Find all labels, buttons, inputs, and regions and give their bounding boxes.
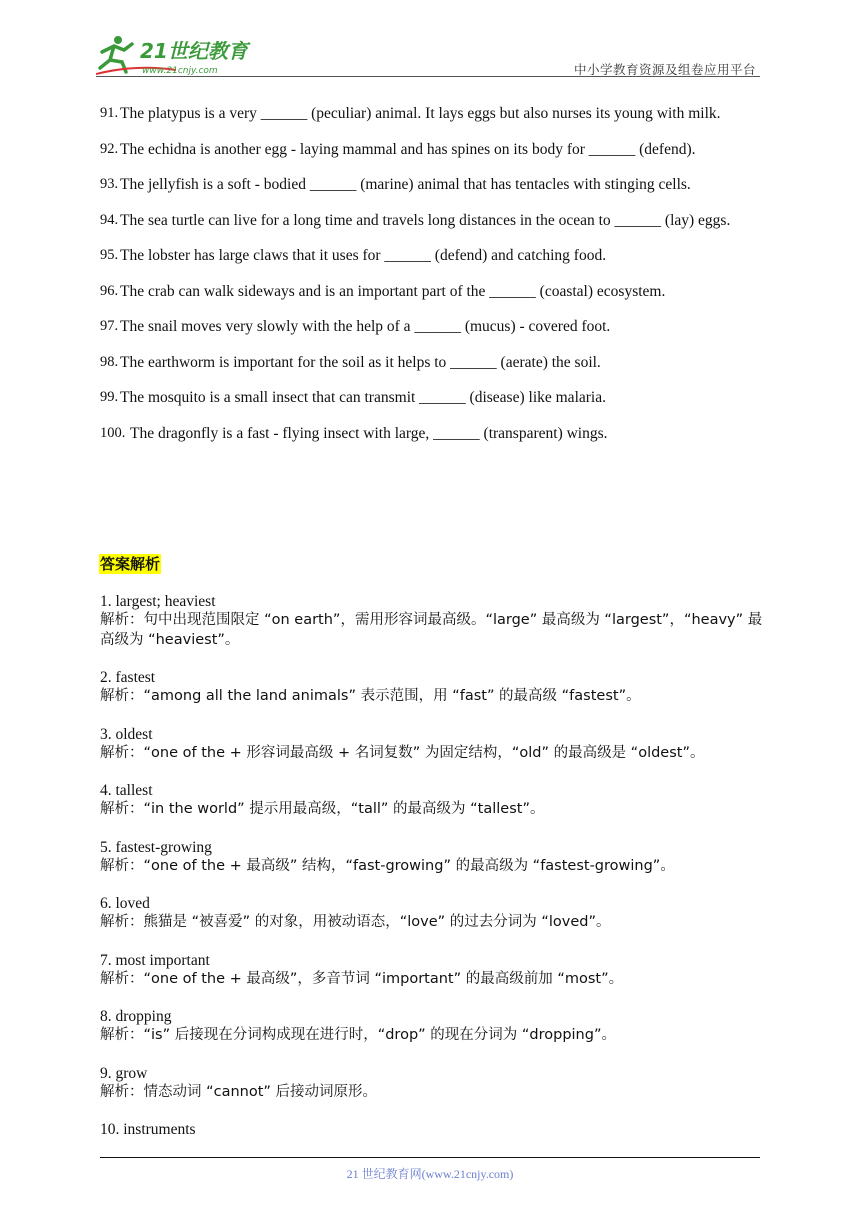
question-list bbox=[100, 100, 770, 455]
answer-item bbox=[100, 592, 768, 650]
question-text: The dragonfly is a fast - flying insect with large, ______ (transparent) wings. bbox=[130, 424, 608, 442]
answer-item bbox=[100, 725, 768, 764]
platform-name: 中小学教育资源及组卷应用平台 bbox=[573, 63, 756, 77]
question-item bbox=[100, 100, 770, 127]
answer-item bbox=[100, 1120, 768, 1139]
logo-21cnjy bbox=[96, 32, 266, 78]
answer-item bbox=[100, 838, 768, 877]
answer-text: 3. oldest bbox=[100, 725, 153, 743]
question-number: 93. bbox=[100, 176, 119, 192]
question-text: The jellyfish is a soft - bodied ______ (marine) animal that has tentacles with stinging cells. bbox=[120, 176, 691, 193]
answer-item bbox=[100, 1007, 768, 1046]
question-item bbox=[100, 207, 770, 234]
answer-explanation: 解析：“one of the + 最高级”，多音节词 “important” 的最高级前加 “most”。 bbox=[100, 970, 624, 987]
answer-explanation: 解析：“one of the + 最高级” 结构，“fast-growing” 的最高级为 “fastest-growing”。 bbox=[100, 857, 675, 874]
answer-explanation: 解析：熊猫是 “被喜爱” 的对象，用被动语态，“love” 的过去分词为 “loved”。 bbox=[100, 914, 611, 930]
question-number: 99. bbox=[100, 389, 119, 405]
footer-text: 21 世纪教育网(www.21cnjy.com) bbox=[346, 1167, 514, 1181]
question-item bbox=[100, 420, 770, 447]
answer-text: 6. loved bbox=[100, 895, 150, 912]
question-text: The echidna is another egg - laying mammal and has spines on its body for ______ (defend). bbox=[120, 140, 696, 158]
answer-text: 8. dropping bbox=[100, 1008, 172, 1025]
question-item bbox=[100, 384, 770, 411]
question-number: 95. bbox=[100, 247, 119, 263]
question-item bbox=[100, 171, 770, 198]
question-item bbox=[100, 349, 770, 376]
answer-explanation: 解析：句中出现范围限定 “on earth”，需用形容词最高级。“large” 最高级为 “largest”，“heavy” 最高级为 “heaviest”。 bbox=[100, 612, 763, 648]
answer-explanation: 解析：“is” 后接现在分词构成现在进行时，“drop” 的现在分词为 “dropping”。 bbox=[100, 1027, 616, 1043]
answer-text: 10. instruments bbox=[100, 1121, 196, 1138]
question-number: 98. bbox=[100, 353, 119, 370]
question-number: 97. bbox=[100, 318, 119, 334]
question-item bbox=[100, 242, 770, 269]
answer-text: 7. most important bbox=[100, 951, 210, 969]
answer-item bbox=[100, 781, 768, 820]
logo-text: 21世纪教育 bbox=[140, 39, 248, 63]
answer-text: 4. tallest bbox=[100, 782, 153, 799]
question-number: 91. bbox=[100, 105, 119, 121]
logo-url: www.21cnjy.com bbox=[142, 66, 218, 76]
page-header bbox=[96, 26, 760, 78]
footer-divider bbox=[100, 1157, 760, 1158]
question-number: 100. bbox=[100, 424, 126, 441]
question-item bbox=[100, 313, 770, 340]
answer-item bbox=[100, 951, 768, 990]
answer-list bbox=[100, 592, 768, 1157]
answer-text: 5. fastest-growing bbox=[100, 838, 212, 856]
question-number: 94. bbox=[100, 211, 119, 228]
question-text: The sea turtle can live for a long time and travels long distances in the ocean to ______ (lay) eggs. bbox=[120, 211, 731, 229]
question-text: The earthworm is important for the soil as it helps to ______ (aerate) the soil. bbox=[120, 353, 601, 371]
question-text: The crab can walk sideways and is an important part of the ______ (coastal) ecosystem. bbox=[120, 282, 666, 300]
answer-explanation: 解析：“in the world” 提示用最高级，“tall” 的最高级为 “tallest”。 bbox=[100, 801, 545, 817]
answer-item bbox=[100, 1064, 768, 1103]
answer-text: 9. grow bbox=[100, 1064, 148, 1082]
answer-explanation: 解析：情态动词 “cannot” 后接动词原形。 bbox=[100, 1083, 378, 1100]
answer-item bbox=[100, 894, 768, 933]
answer-item bbox=[100, 668, 768, 707]
question-number: 92. bbox=[100, 140, 119, 157]
answer-text: 2. fastest bbox=[100, 669, 156, 686]
header-divider bbox=[96, 76, 760, 77]
question-text: The platypus is a very ______ (peculiar) animal. It lays eggs but also nurses its young with milk. bbox=[120, 105, 721, 122]
question-text: The lobster has large claws that it uses for ______ (defend) and catching food. bbox=[120, 247, 607, 264]
question-item bbox=[100, 278, 770, 305]
question-text: The mosquito is a small insect that can transmit ______ (disease) like malaria. bbox=[120, 389, 606, 406]
answers-heading: 答案解析 bbox=[100, 555, 161, 573]
answer-text: 1. largest; heaviest bbox=[100, 593, 216, 610]
question-text: The snail moves very slowly with the help of a ______ (mucus) - covered foot. bbox=[120, 318, 611, 335]
answer-explanation: 解析：“one of the + 形容词最高级 + 名词复数” 为固定结构，“old” 的最高级是 “oldest”。 bbox=[100, 744, 705, 761]
question-number: 96. bbox=[100, 282, 119, 299]
question-item bbox=[100, 136, 770, 163]
answer-explanation: 解析：“among all the land animals” 表示范围，用 “fast” 的最高级 “fastest”。 bbox=[100, 688, 641, 704]
